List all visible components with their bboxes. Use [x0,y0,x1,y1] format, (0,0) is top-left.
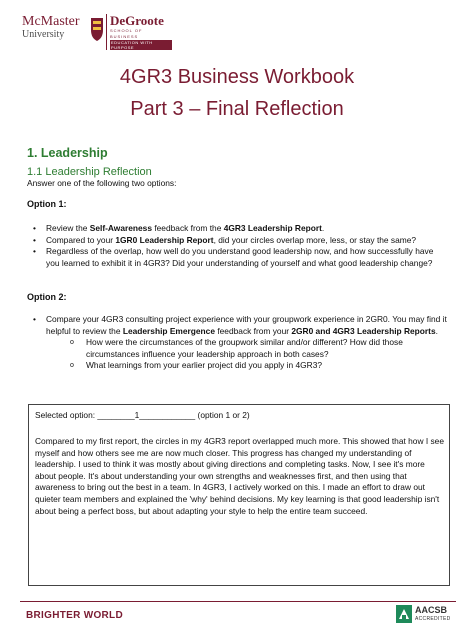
aacsb-logo [396,604,456,626]
document-title: 4GR3 Business Workbook [119,66,355,88]
response-box[interactable] [28,404,450,586]
crest-icon [90,16,104,42]
brighter-world-brand: BRIGHTER WORLD [26,610,123,621]
option-2-label: Option 2: [27,292,67,302]
mcmaster-degroote-logo [22,12,162,52]
option-2-sublist [46,337,447,372]
logo-university-text: University [22,29,65,40]
response-answer-text: Compared to my first report, the circles in my 4GR3 report overlapped much more. This showed that how I see myself and how others see me are now much closer. This progress has changed my understanding of leadership. I used to think it was mostly about giving directions and completing tasks. Now, I see it's more about people. It's about understanding your own strengths and weaknesses first, and then using that awareness to bring out the best in a team. In 4GR3, I actively worked on this. I made an effort to draw out quieter team members and explained the 'why' behind decisions. My key learning is that good leadership isn't about being a perfect boss, but about adapting your style to help the entire team succeed. [35,436,444,516]
section-heading: 1. Leadership [27,146,108,160]
logo-school-text: SCHOOL OF BUSINESS [110,28,143,39]
footer-divider [20,601,456,602]
list-item: • Compare your 4GR3 consulting project experience with your groupwork experience in 2GR0. You may find it helpful to review the Leadership Emergence feedback from your 2GR0 and 4GR3 Leadership Reports. o How were the circumstances of the groupwork similar and/or different? How did those circumstances influence your leadership approach in both cases? o What learnings from your earlier project did you apply in 4GR3? [27,314,447,372]
aacsb-accredited-text: ACCREDITED [415,616,451,622]
degroote-wordmark [106,14,172,50]
option-1-label: Option 1: [27,199,67,209]
mcmaster-wordmark [22,14,86,40]
logo-degroote-text: DeGroote [110,13,164,28]
logo-tagline-text: EDUCATION WITH PURPOSE [110,40,172,50]
option-2-list [27,314,447,372]
option-1-list [27,223,447,269]
list-item: • Review the Self-Awareness feedback from the 4GR3 Leadership Report. [27,223,447,235]
list-item: • Regardless of the overlap, how well do you understand good leadership now, and how successfully have you learned to exhibit it in 4GR3? Did your understanding of yourself and what good leadership change? [27,246,447,269]
aacsb-icon [396,605,412,623]
selected-option-text: Selected option: ________1____________ (option 1 or 2) [35,410,250,420]
logo-mcmaster-text: McMaster [22,14,80,29]
list-item: • Compared to your 1GR0 Leadership Report, did your circles overlap more, less, or stay the same? [27,235,447,247]
intro-text: Answer one of the following two options: [27,178,177,188]
sub-list-item: o What learnings from your earlier project did you apply in 4GR3? [46,360,447,372]
document-subtitle: Part 3 – Final Reflection [130,98,344,120]
sub-list-item: o How were the circumstances of the groupwork similar and/or different? How did those circumstances influence your leadership approach in both cases? [46,337,447,360]
subsection-heading: 1.1 Leadership Reflection [27,166,152,178]
aacsb-text: AACSB [415,605,448,615]
